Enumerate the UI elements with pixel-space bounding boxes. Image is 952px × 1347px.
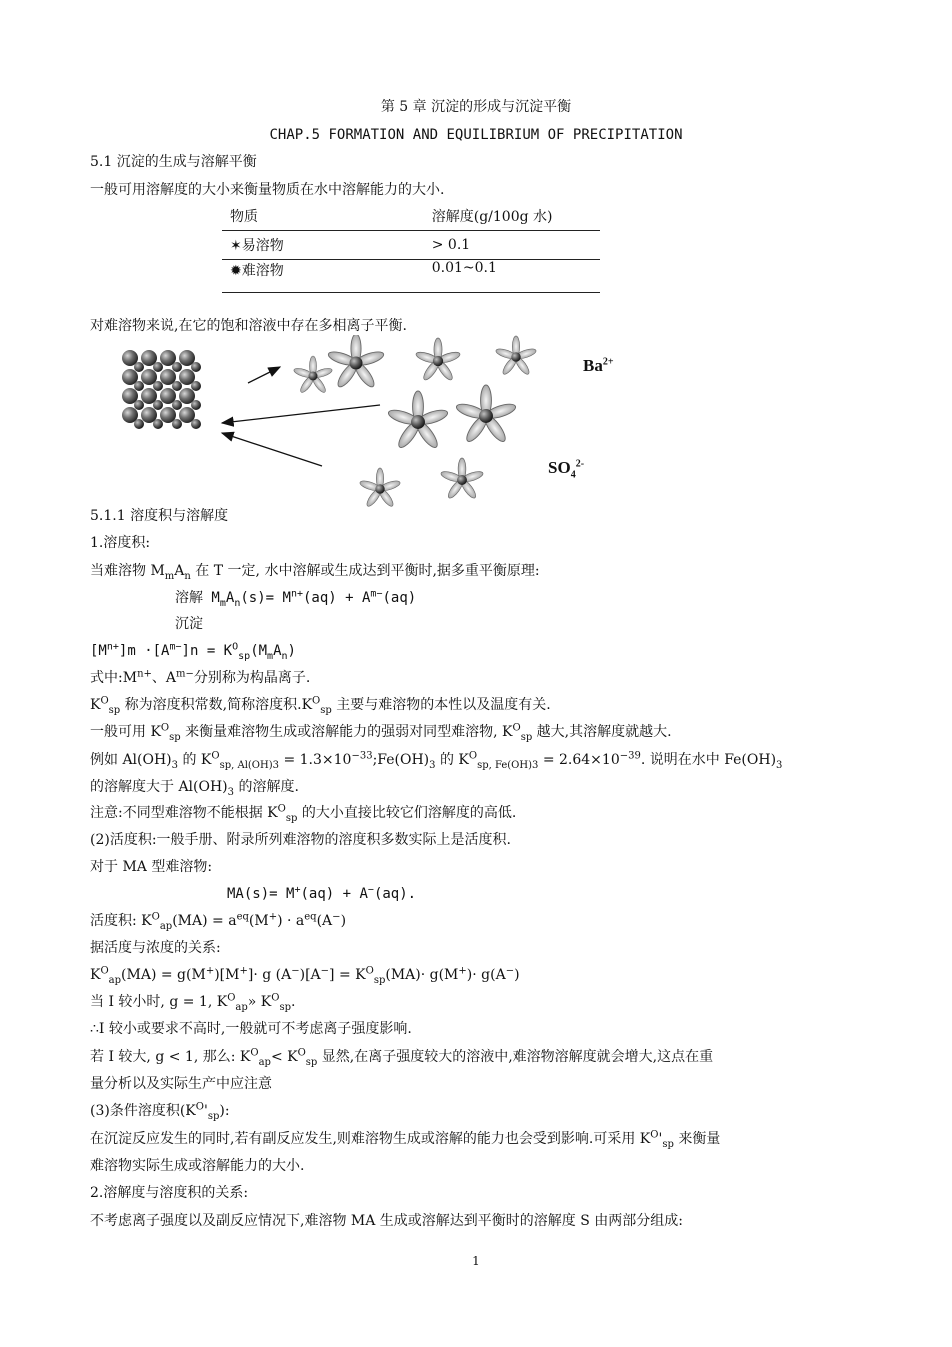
table-row [222, 260, 600, 293]
paragraph-equilibrium-condition: 当难溶物 $M_mA_n$ 在 T 一定, 水中溶解或生成达到平衡时,据多重平衡原理: [90, 563, 540, 582]
precipitation-label: 沉淀 [175, 616, 203, 632]
table-cell-substance: ✶易溶物 [222, 231, 292, 260]
table-row [222, 231, 600, 260]
chapter-title: 第 5 章 沉淀的形成与沉淀平衡 [380, 99, 572, 115]
table-header-row [222, 202, 600, 231]
table-cell-substance: ✹难溶物 [222, 260, 292, 293]
ksp-equation: $[M^{n+}]m \cdot[A^{m-}]n = K^O_{sp}(M_mA_n)$ [90, 641, 296, 662]
star-icon: ✶ [230, 238, 242, 254]
paragraph-large-ionic-strength: 若 I 较大, g < 1, 那么: $K^O_{ap}< K^O_{sp}$ 显然,在离子强度较大的溶液中,难溶物溶解度就会增大,这点在重 [90, 1047, 714, 1068]
equilibrium-arrows [222, 367, 380, 466]
heading-activity-product: (2)活度积:一般手册、附录所列难溶物的溶度积多数实际上是活度积. [90, 832, 511, 848]
paragraph-last: 不考虑离子强度以及副反应情况下,难溶物 MA 生成或溶解达到平衡时的溶解度 S 由两部分组成: [90, 1213, 684, 1229]
paragraph-large-ionic-strength-cont: 量分析以及实际生产中应注意 [90, 1076, 272, 1092]
heading-solubility-product: 1.溶度积: [90, 535, 151, 551]
paragraph-ma-type: 对于 MA 型难溶物: [90, 859, 213, 875]
heading-conditional-ksp: (3)条件溶度积$(K^O'_{sp})$: [90, 1101, 230, 1122]
intro-paragraph: 一般可用溶解度的大小来衡量物质在水中溶解能力的大小. [90, 182, 445, 198]
section-heading-5-1: 5.1 沉淀的生成与溶解平衡 [90, 154, 257, 170]
chapter-title-en: CHAP.5 FORMATION AND EQUILIBRIUM OF PRECIPITATION [269, 127, 683, 143]
paragraph-side-reaction-cont: 难溶物实际生成或溶解能力的大小. [90, 1158, 305, 1174]
ma-dissolution-equation: MA(s)= M+(aq) + A−(aq). [227, 884, 417, 902]
paragraph-side-reaction: 在沉淀反应发生的同时,若有副反应发生,则难溶物生成或溶解的能力也会受到影响.可采用 $K^O'_{sp}$ 来衡量 [90, 1129, 721, 1150]
activity-product-equation: 活度积: $K^O_{ap}(MA) = a^{eq}(M^+) \cdot a^{eq}(A^-)$ [90, 911, 347, 932]
paragraph-ksp-definition: $K^O_{sp}$ 称为溶度积常数,简称溶度积$.K^O_{sp}$ 主要与难溶物的本性以及温度有关. [90, 695, 551, 716]
ion-label-sulfate: $SO_4^{2-}$ [548, 458, 585, 481]
crystal-lattice-icon [122, 350, 201, 429]
heading-solubility-relation: 2.溶解度与溶度积的关系: [90, 1185, 249, 1201]
paragraph-small-ionic-strength: 当 I 较小时, g = 1, $K^O_{ap}$» $K^O_{sp}$. [90, 992, 296, 1013]
ion-label-barium: $Ba^{2+}$ [583, 356, 614, 375]
paragraph-constituent-ions: 式中$:M^{n+}$、$A^{m-}$分别称为构晶离子. [90, 668, 311, 686]
paragraph-ksp-usage: 一般可用 $K^O_{sp}$ 来衡量难溶物生成或溶解能力的强弱对同型难溶物, $K^O_{sp}$ 越大,其溶解度就越大. [90, 722, 672, 743]
page-number: 1 [472, 1254, 480, 1268]
relation-equation: $K^O_{ap}(MA) = g(M^+)[M^+]\cdot g$ $(A^-)[A^-] = K^O_{sp}(MA)\cdot g(M^+)\cdot g(A^-)$ [90, 965, 520, 986]
table-cell-value: > 0.1 [292, 231, 600, 260]
solvated-ion-icons [293, 335, 537, 508]
dissolution-equation: 溶解 $M_mA_n(s)= M^{n+}(aq) + A^{m-}(aq)$ [175, 588, 417, 609]
burst-icon: ✹ [230, 263, 242, 279]
table-header-substance: 物质 [222, 202, 292, 231]
precipitation-equilibrium-figure [100, 335, 660, 510]
paragraph-example-cont: 的溶解度大于 $Al(OH)_3$ 的溶解度. [90, 779, 299, 798]
paragraph-therefore: ∴I 较小或要求不高时,一般就可不考虑离子强度影响. [90, 1021, 412, 1037]
paragraph-example: 例如 $Al(OH)_3$ 的 $K^O_{sp, Al(OH)3}$ = $1.3\times 10^{-33};Fe(OH)_3$ 的 $K^O_{sp, Fe(OH)3} = 2.64\times 10^{-39}$. 说明在水中 $Fe(OH)_3$ [90, 750, 783, 771]
solubility-table [222, 202, 600, 293]
table-header-solubility: 溶解度(g/100g 水) [292, 202, 600, 231]
section-heading-5-1-1: 5.1.1 溶度积与溶解度 [90, 508, 229, 524]
equilibrium-paragraph: 对难溶物来说,在它的饱和溶液中存在多相离子平衡. [90, 318, 407, 334]
paragraph-note: 注意:不同型难溶物不能根据 $K^O_{sp}$ 的大小直接比较它们溶解度的高低. [90, 803, 517, 824]
table-cell-value: 0.01~0.1 [292, 260, 600, 293]
paragraph-activity-relation: 据活度与浓度的关系: [90, 940, 221, 956]
